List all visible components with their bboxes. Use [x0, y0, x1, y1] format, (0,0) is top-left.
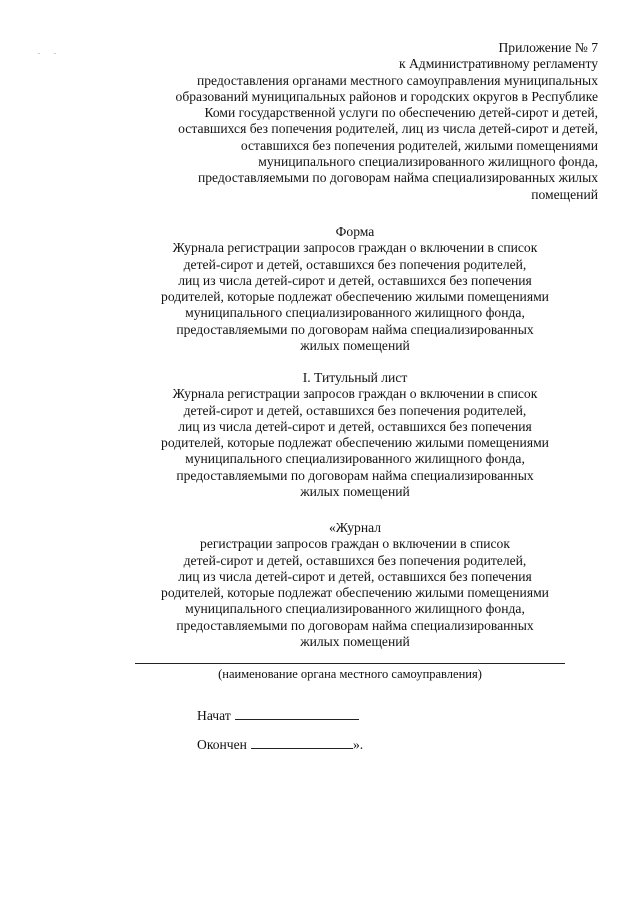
form-section — [120, 224, 590, 354]
section-line: муниципального специализированного жилищного фонда, — [185, 305, 525, 321]
appendix-line: образований муниципальных районов и городских округов в Республике — [175, 88, 598, 104]
appendix-line: муниципального специализированного жилищного фонда, — [258, 154, 598, 170]
scan-dots: . . — [38, 47, 62, 56]
finished-label: Окончен — [197, 737, 247, 752]
section-line: Журнала регистрации запросов граждан о включении в список — [172, 240, 538, 256]
section-line: детей-сирот и детей, оставшихся без попечения родителей, — [183, 256, 527, 272]
section-line: родителей, которые подлежат обеспечению жилыми помещениями — [161, 585, 549, 601]
appendix-line: предоставления органами местного самоуправления муниципальных — [196, 72, 598, 88]
section-line: жилых помещений — [300, 484, 410, 500]
section-line: родителей, которые подлежат обеспечению жилыми помещениями — [161, 289, 549, 305]
section-line: родителей, которые подлежат обеспечению жилыми помещениями — [161, 435, 549, 451]
finished-field — [197, 735, 363, 753]
title-page-section — [120, 370, 590, 500]
authority-name-line — [135, 663, 565, 664]
started-field — [197, 706, 359, 724]
section-line: Журнала регистрации запросов граждан о включении в список — [172, 386, 538, 402]
appendix-line: помещений — [531, 186, 598, 202]
section-line: муниципального специализированного жилищного фонда, — [185, 451, 525, 467]
section-line: предоставляемыми по договорам найма специализированных — [176, 321, 534, 337]
section-heading: Форма — [335, 224, 375, 239]
journal-title-section — [120, 520, 590, 650]
appendix-line: предоставляемыми по договорам найма специализированных жилых — [197, 170, 598, 186]
section-line: предоставляемыми по договорам найма специализированных — [176, 467, 534, 483]
section-line: лиц из числа детей-сирот и детей, оставшихся без попечения — [178, 272, 532, 288]
section-line: регистрации запросов граждан о включении в список — [200, 536, 510, 552]
section-line: жилых помещений — [300, 634, 410, 650]
authority-name-caption: (наименование органа местного самоуправления) — [218, 667, 482, 681]
section-line: лиц из числа детей-сирот и детей, оставшихся без попечения — [178, 418, 532, 434]
section-line: детей-сирот и детей, оставшихся без попечения родителей, — [183, 552, 527, 568]
appendix-line: оставшихся без попечения родителей, лиц из числа детей-сирот и детей, — [178, 121, 598, 137]
appendix-line: оставшихся без попечения родителей, жилыми помещениями — [240, 137, 598, 153]
section-heading: I. Титульный лист — [302, 370, 408, 385]
started-label: Начат — [197, 708, 231, 723]
appendix-line: Коми государственной услуги по обеспечению детей-сирот и детей, — [204, 105, 598, 121]
appendix-line: к Административному регламенту — [398, 56, 598, 72]
section-heading: «Журнал — [328, 520, 382, 535]
appendix-header — [110, 40, 598, 203]
section-line: предоставляемыми по договорам найма специализированных — [176, 617, 534, 633]
section-line: жилых помещений — [300, 338, 410, 354]
finished-suffix: ». — [352, 737, 364, 752]
started-blank — [235, 706, 359, 720]
section-line: детей-сирот и детей, оставшихся без попечения родителей, — [183, 402, 527, 418]
section-line: лиц из числа детей-сирот и детей, оставшихся без попечения — [178, 568, 532, 584]
appendix-line: Приложение № 7 — [498, 40, 598, 55]
finished-blank — [251, 735, 353, 749]
section-line: муниципального специализированного жилищного фонда, — [185, 601, 525, 617]
